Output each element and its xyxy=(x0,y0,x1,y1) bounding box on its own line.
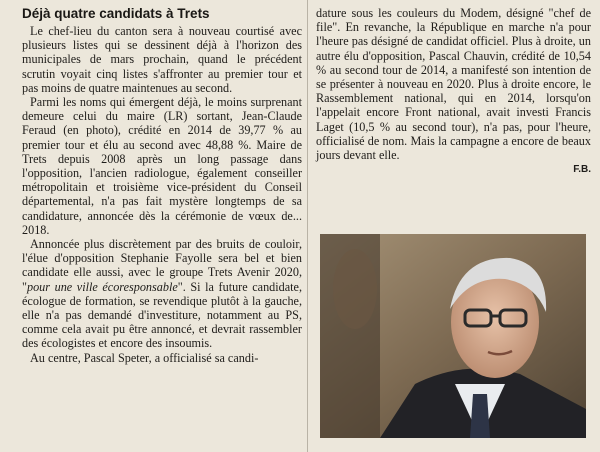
article-paragraph-1: Le chef-lieu du canton sera à nouveau courtisé avec plusieurs listes qui se dessinent déjà à l'horizon des municipales de mars prochain, quand le précédent scrutin voyait cinq listes s'affronter au premier tour et pas moins de quatre maintenues au second. xyxy=(22,24,302,95)
article-headline: Déjà quatre candidats à Trets xyxy=(22,6,210,21)
article-paragraph-4-continued: dature sous les couleurs du Modem, désigné "chef de file". En revanche, la République en marche n'a pour l'heure pas désigné de candidat officiel. Plus à droite, un autre élu d'opposition, Pascal Chauvin, crédité de 10,54 % au second tour de 2014, a manifesté son intention de se présenter à nouveau en 2020. Plus à droite encore, le Rassemblement national, qui en 2014, lorsqu'on l'appelait encore Front national, avait investi Francis Laget (10,5 % au second tour), n'a pas, pour l'heure, officialisé de nom. Mais la campagne a encore de beaux jours devant elle. xyxy=(316,6,591,163)
author-signature: F.B. xyxy=(573,164,591,176)
article-paragraph-3 xyxy=(22,237,302,351)
column-divider xyxy=(307,0,308,452)
necktie xyxy=(470,394,490,438)
article-right-column xyxy=(316,6,591,176)
blurred-figure xyxy=(333,249,377,329)
article-left-column xyxy=(22,6,302,365)
paragraph-3-text-a: Annoncée plus discrètement par des bruits de couloir, l'élue d'opposition Stephanie Fayolle sera bel et bien candidate elle aussi, avec le groupe Trets Avenir 2020, " xyxy=(22,237,302,294)
mayor-photo-illustration xyxy=(320,234,586,438)
article-paragraph-4-start: Au centre, Pascal Speter, a officialisé sa candi- xyxy=(30,350,259,365)
article-paragraph-2: Parmi les noms qui émergent déjà, le moins surprenant demeure celui du maire (LR) sortant, Jean-Claude Feraud (en photo), crédité en 2014 de 39,77 % au premier tour et élu au second avec 48,88 %. Maire de Trets depuis 2008 après un long passage dans l'opposition, l'ancien radiologue, également conseiller métropolitain et troisième vice-président du Conseil départemental, n'a pas fait mystère longtemps de sa candidature, annoncée dès la cérémonie de vœux de... 2018. xyxy=(22,95,302,237)
paragraph-3-text-b: ". Si la future candidate, écologue de formation, se revendique plutôt à la gauche, elle n'a pas demandé d'investiture, notamment au PS, comme cela avait pu être annoncé, et devrait rassembler des écologistes et encore des insoumis. xyxy=(22,279,302,351)
mayor-photo xyxy=(320,234,586,438)
paragraph-3-italic-quote: pour une ville écoresponsable xyxy=(26,279,178,294)
